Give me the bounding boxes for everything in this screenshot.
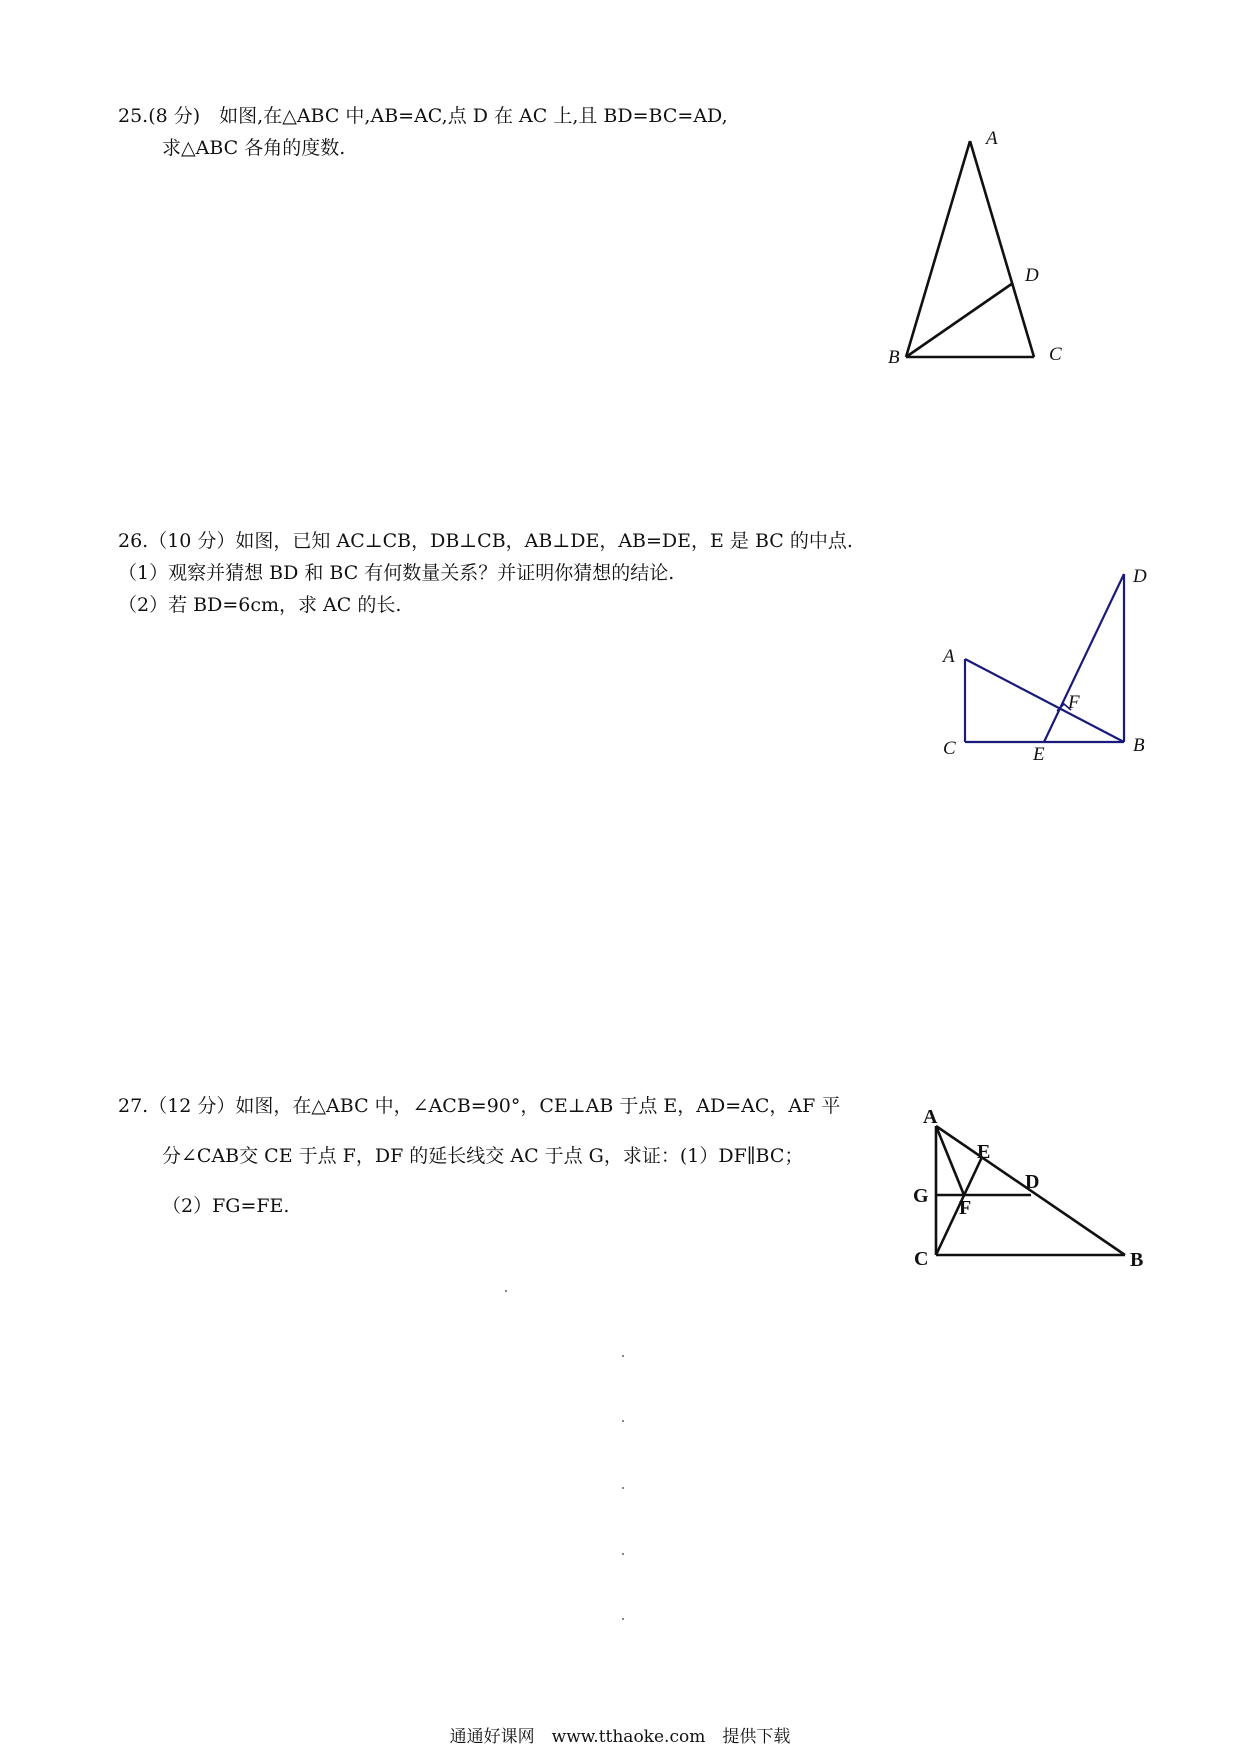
figure-triangle-abc-25 — [880, 120, 1080, 370]
question-26-line-2: （1）观察并猜想 BD 和 BC 有何数量关系？并证明你猜想的结论. — [118, 562, 675, 584]
scan-speck — [622, 1487, 624, 1489]
label-b: B — [888, 347, 900, 368]
scan-speck — [622, 1420, 624, 1422]
label-c: C — [914, 1248, 929, 1270]
question-27-line-2: 分∠CAB交 CE 于点 F，DF 的延长线交 AC 于点 G，求证：(1）DF∥BC； — [162, 1145, 804, 1167]
question-27-line-1: 27.（12 分）如图，在△ABC 中，∠ACB=90°，CE⊥AB 于点 E，AD=AC，AF 平 — [118, 1095, 841, 1117]
label-e: E — [1033, 744, 1045, 765]
label-d: D — [1025, 265, 1039, 286]
label-a: A — [923, 1106, 938, 1128]
label-a: A — [943, 646, 955, 667]
scan-speck — [622, 1355, 624, 1357]
question-27 — [118, 1081, 840, 1231]
label-f: F — [1068, 692, 1080, 713]
scan-speck — [622, 1618, 624, 1620]
figure-triangle-27 — [900, 1095, 1160, 1280]
question-27-line-3: （2）FG=FE. — [162, 1195, 290, 1217]
question-26-line-1: 26.（10 分）如图，已知 AC⊥CB，DB⊥CB，AB⊥DE，AB=DE，E 是 BC 的中点. — [118, 530, 853, 552]
question-26-line-3: （2）若 BD=6cm，求 AC 的长. — [118, 594, 402, 616]
question-25-line-1: 25.(8 分) 如图,在△ABC 中,AB=AC,点 D 在 AC 上,且 BD=BC=AD, — [118, 105, 728, 127]
label-g: G — [913, 1185, 929, 1207]
footer-source: 通通好课网 www.tthaoke.com 提供下载 — [449, 1727, 791, 1747]
label-c: C — [1049, 344, 1062, 365]
label-a: A — [986, 128, 998, 149]
question-26 — [118, 525, 853, 621]
question-25-line-2: 求△ABC 各角的度数. — [162, 137, 346, 159]
label-d: D — [1133, 566, 1147, 587]
label-b: B — [1130, 1249, 1144, 1271]
label-e: E — [977, 1141, 991, 1163]
scan-speck — [622, 1553, 624, 1555]
label-c: C — [943, 738, 956, 759]
label-b: B — [1133, 735, 1145, 756]
question-25 — [118, 100, 728, 164]
scan-speck — [505, 1290, 507, 1292]
label-f: F — [959, 1197, 972, 1219]
label-d: D — [1025, 1171, 1040, 1193]
figure-right-triangles-26 — [930, 560, 1170, 770]
